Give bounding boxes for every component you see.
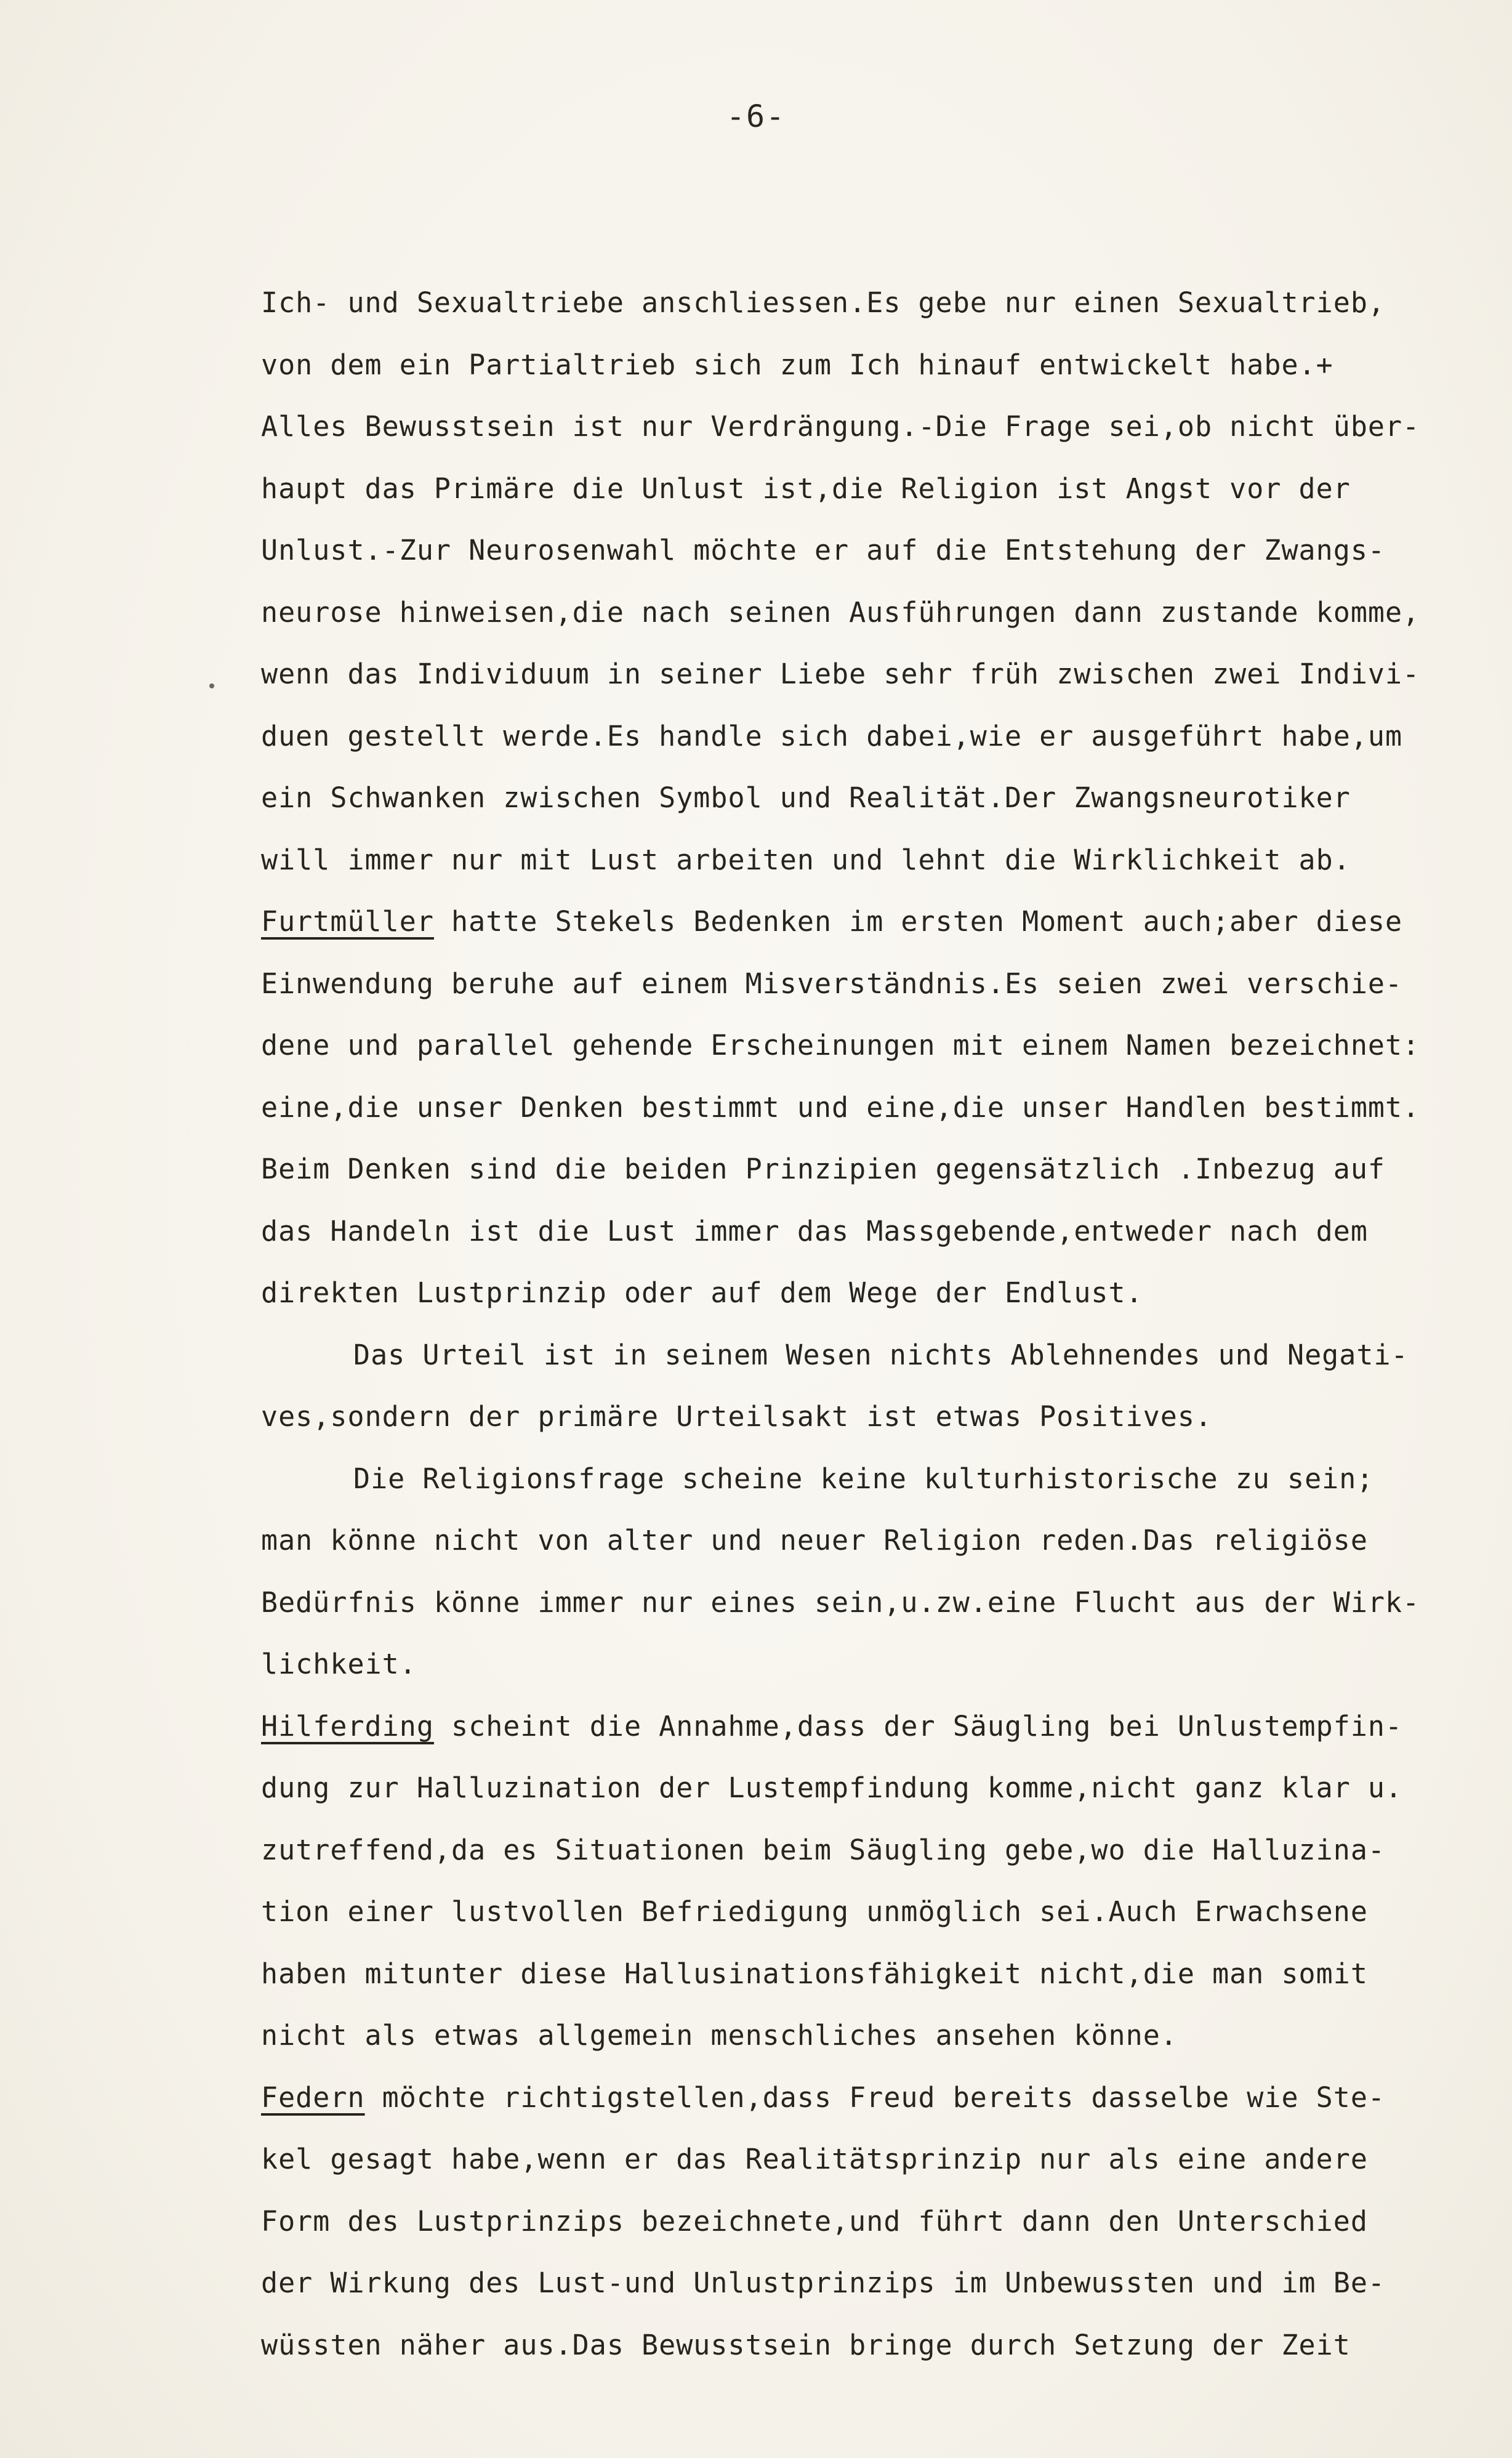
text-line (261, 1027, 1486, 1089)
text-line (261, 408, 1486, 470)
line-text: direkten Lustprinzip oder auf dem Wege der Endlust. (261, 1276, 1143, 1309)
text-line (261, 2079, 1486, 2142)
text-line (261, 594, 1486, 656)
text-line (261, 718, 1486, 780)
text-line (261, 1213, 1486, 1275)
text-line (261, 1646, 1486, 1708)
line-text: Beim Denken sind die beiden Prinzipien gegensätzlich .Inbezug auf (261, 1153, 1385, 1185)
text-line (261, 1089, 1486, 1151)
line-text: dene und parallel gehende Erscheinungen mit einem Namen bezeichnet: (261, 1029, 1420, 1062)
page-number: -6- (726, 99, 786, 134)
margin-ink-dot (209, 683, 214, 688)
line-text: duen gestellt werde.Es handle sich dabei,wie er ausgeführt habe,um (261, 719, 1403, 752)
text-line (261, 1522, 1486, 1584)
line-text: Bedürfnis könne immer nur eines sein,u.zw.eine Flucht aus der Wirk- (261, 1586, 1420, 1619)
text-line (261, 347, 1486, 409)
line-text: Unlust.-Zur Neurosenwahl möchte er auf die Entstehung der Zwangs- (261, 534, 1385, 566)
line-text: zutreffend,da es Situationen beim Säugling gebe,wo die Halluzina- (261, 1833, 1385, 1866)
text-line (261, 842, 1486, 904)
line-text: haben mitunter diese Hallusinationsfähigkeit nicht,die man somit (261, 1957, 1368, 1990)
line-text: neurose hinweisen,die nach seinen Ausführungen dann zustande komme, (261, 595, 1420, 629)
line-text: möchte richtigstellen,dass Freud bereits dasselbe wie Ste- (364, 2081, 1386, 2114)
text-line (261, 1398, 1486, 1461)
line-text: hatte Stekels Bedenken im ersten Moment auch;aber diese (433, 905, 1403, 938)
text-line (261, 2265, 1486, 2327)
line-text: das Handeln ist die Lust immer das Massgebende,entweder nach dem (261, 1214, 1368, 1247)
line-text: Einwendung beruhe auf einem Misverständnis.Es seien zwei verschie- (261, 967, 1403, 1000)
text-line (261, 1151, 1486, 1213)
text-line (261, 532, 1486, 594)
line-text: nicht als etwas allgemein menschliches ansehen könne. (261, 2019, 1178, 2052)
line-text: Die Religionsfrage scheine keine kulturhistorische zu sein; (353, 1462, 1374, 1495)
line-text: Das Urteil ist in seinem Wesen nichts Ablehnendes und Negati- (353, 1338, 1409, 1371)
speaker-name: Furtmüller (261, 905, 434, 938)
text-line (261, 1956, 1486, 2018)
speaker-name: Federn (261, 2081, 365, 2114)
line-text: der Wirkung des Lust-und Unlustprinzips im Unbewussten und im Be- (261, 2267, 1385, 2299)
text-line (261, 1275, 1486, 1337)
line-text: Alles Bewusstsein ist nur Verdrängung.-Die Frage sei,ob nicht über- (261, 410, 1420, 443)
text-line (261, 470, 1486, 533)
text-line (261, 656, 1486, 718)
line-text: ves,sondern der primäre Urteilsakt ist etwas Positives. (261, 1400, 1213, 1433)
line-text: Form des Lustprinzips bezeichnete,und führt dann den Unterschied (261, 2204, 1368, 2238)
line-text: dung zur Halluzination der Lustempfindung komme,nicht ganz klar u. (261, 1771, 1403, 1804)
line-text: haupt das Primäre die Unlust ist,die Religion ist Angst vor der (261, 472, 1351, 505)
text-line (261, 1708, 1486, 1770)
text-line (261, 1832, 1486, 1894)
line-text: von dem ein Partialtrieb sich zum Ich hinauf entwickelt habe.+ (261, 348, 1333, 381)
text-line (261, 2327, 1486, 2389)
text-line (261, 1893, 1486, 1956)
text-line (261, 1337, 1486, 1399)
text-line (261, 1461, 1486, 1523)
text-line (261, 903, 1486, 965)
line-text: will immer nur mit Lust arbeiten und lehnt die Wirklichkeit ab. (261, 843, 1351, 876)
body-text (261, 284, 1486, 2388)
line-text: scheint die Annahme,dass der Säugling bei Unlustempfin- (433, 1709, 1403, 1743)
text-line (261, 2017, 1486, 2079)
text-line (261, 1584, 1486, 1646)
speaker-name: Hilferding (261, 1709, 434, 1743)
line-text: tion einer lustvollen Befriedigung unmöglich sei.Auch Erwachsene (261, 1895, 1368, 1928)
line-text: kel gesagt habe,wenn er das Realitätsprinzip nur als eine andere (261, 2143, 1368, 2175)
text-line (261, 780, 1486, 842)
text-line (261, 965, 1486, 1028)
line-text: man könne nicht von alter und neuer Religion reden.Das religiöse (261, 1524, 1368, 1557)
text-line (261, 2203, 1486, 2265)
line-text: wüssten näher aus.Das Bewusstsein bringe durch Setzung der Zeit (261, 2328, 1351, 2361)
text-line (261, 2141, 1486, 2203)
line-text: eine,die unser Denken bestimmt und eine,die unser Handlen bestimmt. (261, 1090, 1420, 1124)
line-text: wenn das Individuum in seiner Liebe sehr früh zwischen zwei Indivi- (261, 658, 1420, 690)
line-text: ein Schwanken zwischen Symbol und Realität.Der Zwangsneurotiker (261, 781, 1351, 814)
line-text: lichkeit. (261, 1648, 417, 1680)
text-line (261, 284, 1486, 347)
text-line (261, 1770, 1486, 1832)
line-text: Ich- und Sexualtriebe anschliessen.Es gebe nur einen Sexualtrieb, (261, 286, 1385, 319)
